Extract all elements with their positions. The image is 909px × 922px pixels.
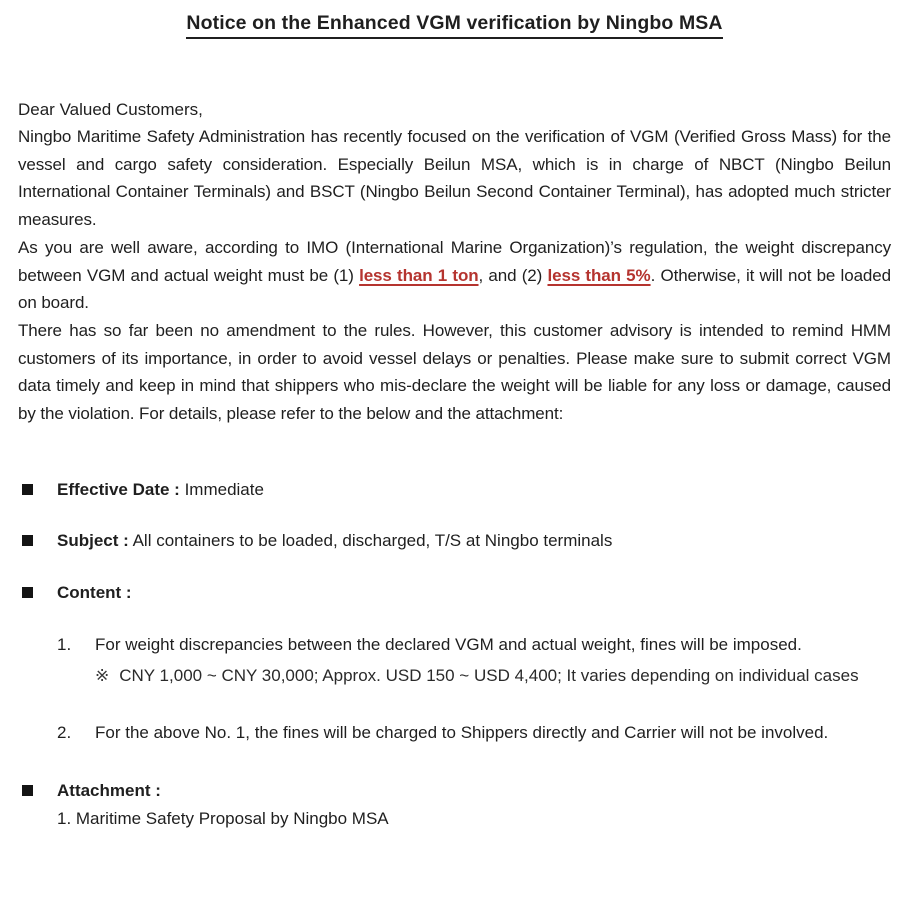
effective-date-value: Immediate: [184, 479, 264, 499]
title-container: [18, 12, 891, 39]
reference-mark-icon: ※: [95, 665, 110, 685]
content-item-1-text: For weight discrepancies between the declared VGM and actual weight, fines will be imposed.: [95, 634, 802, 654]
content-row: [22, 579, 891, 607]
square-bullet-icon: [22, 587, 33, 598]
square-bullet-icon: [22, 484, 33, 495]
document-title: Notice on the Enhanced VGM verification by Ningbo MSA: [186, 12, 722, 39]
fine-range-note-text: CNY 1,000 ~ CNY 30,000; Approx. USD 150 ~ USD 4,400; It varies depending on individual cases: [119, 665, 859, 685]
subject-row: [22, 527, 891, 555]
attachment-row: [22, 777, 891, 805]
subject-value: All containers to be loaded, discharged, T/S at Ningbo terminals: [132, 531, 613, 551]
list-number: 2.: [57, 723, 72, 743]
paragraph-background: Ningbo Maritime Safety Administration has recently focused on the verification of VGM (Verified Gross Mass) for the vessel and cargo safety consideration. Especially Beilun MSA, which is in charge of NBCT (Ningbo Beilun International Container Terminals) and BSCT (Ningbo Beilun Second Container Terminal), has adopted much stricter measures.: [18, 127, 891, 230]
effective-date-row: [22, 476, 891, 504]
list-number: 1.: [57, 634, 72, 654]
square-bullet-icon: [22, 785, 33, 796]
paragraph-regulation: As you are well aware, according to IMO (International Marine Organization)’s regulation, the weight discrepancy between VGM and actual weight must be (1) less than 1 ton, and (2) less than 5%. Otherwise, it will not be loaded on board.: [18, 237, 891, 313]
content-item-1: [57, 631, 891, 659]
content-item-2: [57, 719, 891, 747]
fine-range-note: [95, 662, 891, 690]
content-item-2-text: For the above No. 1, the fines will be charged to Shippers directly and Carrier will not be involved.: [95, 723, 829, 743]
content-label: Content :: [57, 583, 132, 603]
effective-date-label: Effective Date :: [57, 479, 180, 499]
subject-label: Subject :: [57, 531, 129, 551]
paragraph-advisory: There has so far been no amendment to the rules. However, this customer advisory is intended to remind HMM customers of its importance, in order to avoid vessel delays or penalties. Please make sure to submit correct VGM data timely and keep in mind that shippers who mis-declare the weight will be liable for any loss or damage, caused by the violation. For details, please refer to the below and the attachment:: [18, 320, 891, 424]
effective-date-text: [57, 476, 264, 504]
square-bullet-icon: [22, 535, 33, 546]
attachment-label: Attachment :: [57, 780, 161, 800]
details-section: [18, 476, 891, 833]
subject-text: [57, 527, 612, 555]
salutation: Dear Valued Customers,: [18, 100, 203, 119]
attachment-item: 1. Maritime Safety Proposal by Ningbo MSA: [57, 808, 389, 828]
